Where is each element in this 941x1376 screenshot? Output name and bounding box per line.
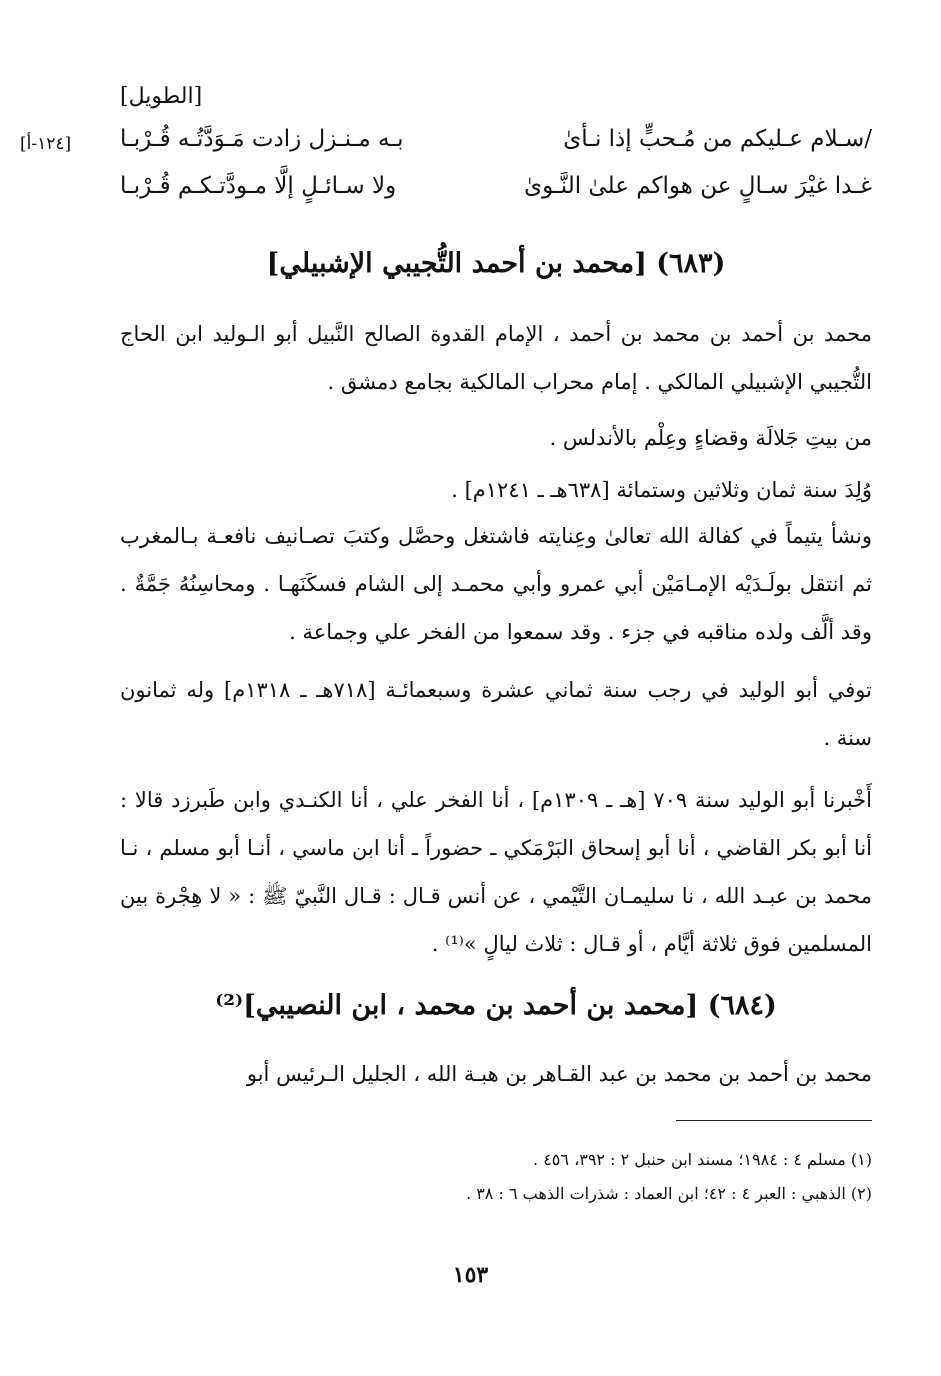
entry-683-hadith (120, 776, 872, 968)
body-paragraph: وُلِدَ سنة ثمان وثلاثين وستمائة [٦٣٨هـ ـ ١٢٤١م] . (451, 478, 872, 502)
entry-683-death (120, 666, 872, 762)
verse-line-1 (120, 126, 872, 166)
footnote-separator (676, 1120, 872, 1121)
entry-684-intro (120, 1050, 872, 1098)
body-paragraph: ونشأ يتيماً في كفالة الله تعالىٰ وعِنايته فاشتغل وحصَّل وكتبَ تصـانيف نافعـة بـالمغرب ثم انتقل بولَـدَيْه الإمـامَيْن أبي عمرو وأبي محمـد إلى الشام فسكَنَهـا . ومحاسِنُهُ جَمَّةٌ . وقد ألَّف ولده مناقبه في جزء . وقد سمعوا من الفخر علي وجماعة . (120, 524, 872, 644)
footnote-2: (٢) الذهبي : العبر ٤ : ٤٢؛ ابن العماد : شذرات الذهب ٦ : ٣٨ . (466, 1184, 872, 1203)
verse-hemistich-second: بـه مـنـزل زادت مَـوَدَّتُـه قُـرْبـا (120, 126, 404, 152)
verse-hemistich-second: ولا سـائـلٍ إلَّا مـودَّتـكـم قُـرْبـا (120, 173, 397, 199)
entry-683-origin (120, 414, 872, 462)
verse-hemistich-first: /سـلام عـليكم من مُـحبٍّ إذا نـأىٰ (563, 126, 872, 152)
verse-hemistich-first: غـدا غيْرَ سـالٍ عن هواكم علىٰ النَّـوىٰ (524, 173, 872, 199)
entry-684-title: (٦٨٤) [محمد بن أحمد بن محمد ، ابن النصيبي]⁽²⁾ (215, 990, 777, 1021)
verse-line-2 (120, 173, 872, 213)
entry-683-life (120, 512, 872, 656)
manuscript-folio-note: [١٢٤-أ] (20, 134, 72, 154)
body-paragraph: محمد بن أحمد بن محمد بن أحمد ، الإمام القدوة الصالح النَّبيل أبو الـوليد ابن الحاج التُّجيبي الإشبيلي المالكي . إمام محراب المالكية بجامع دمشق . (120, 322, 872, 394)
footnote-1: (١) مسلم ٤ : ١٩٨٤؛ مسند ابن حنبل ٢ : ٣٩٢، ٤٥٦ . (533, 1150, 872, 1169)
body-paragraph: أَخْبرنا أبو الوليد سنة ٧٠٩ [هـ ـ ١٣٠٩م] ، أنا الفخر علي ، أنا الكنـدي وابن طَبرزد قالا : أنا أبو بكر القاضي ، أنا أبو إسحاق البَرْمَكي ـ حضوراً ـ أنا ابن ماسي ، أنـا أبو مسلم ، نـا محمد بن عبـد الله ، نا سليمـان التَّيْمي ، عن أنس قـال : قـال النَّبيّ ﷺ : « لا هِجْرة بين المسلمين فوق ثلاثة أيَّام ، أو قـال : ثلاث ليالٍ »⁽¹⁾ . (120, 788, 872, 956)
body-paragraph: توفي أبو الوليد في رجب سنة ثماني عشرة وسبعمائـة [٧١٨هـ ـ ١٣١٨م] وله ثمانون سنة . (120, 678, 873, 750)
body-paragraph: من بيتِ جَلالَة وقضاءٍ وعِلْم بالأندلس . (549, 426, 872, 450)
body-paragraph: محمد بن أحمد بن محمد بن عبد القـاهر بن هبـة الله ، الجليل الـرئيس أبو (246, 1062, 872, 1086)
entry-683-title: (٦٨٣) [محمد بن أحمد التُّجيبي الإشبيلي] (266, 248, 726, 279)
page-number: ١٥٣ (452, 1262, 489, 1288)
entry-683-birth (120, 466, 872, 514)
poem-meter-label: [الطويل] (120, 84, 203, 109)
entry-683-intro (120, 310, 872, 406)
